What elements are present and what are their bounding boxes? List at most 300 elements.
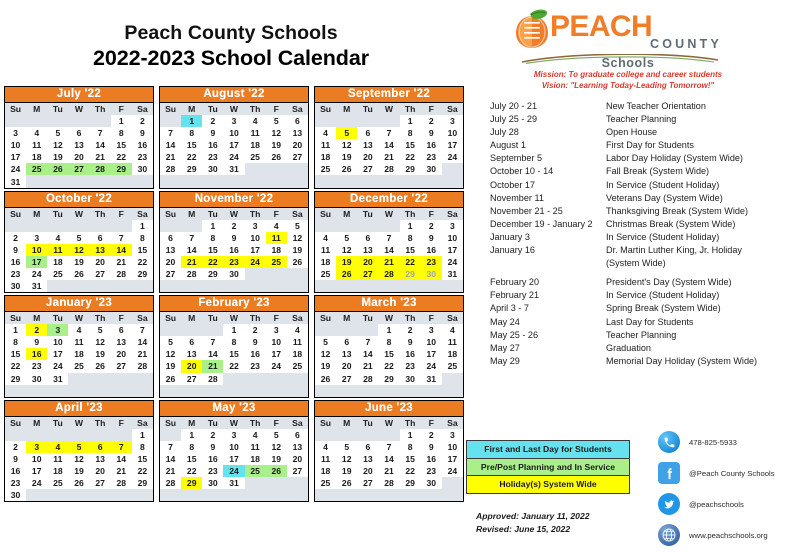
- day-cell[interactable]: 11: [47, 244, 68, 256]
- day-cell[interactable]: 21: [111, 256, 132, 268]
- day-cell[interactable]: 11: [315, 244, 336, 256]
- day-cell[interactable]: 4: [245, 429, 266, 441]
- facebook-icon[interactable]: [658, 462, 680, 484]
- day-cell[interactable]: 11: [315, 139, 336, 151]
- day-cell[interactable]: 8: [202, 232, 223, 244]
- day-cell[interactable]: 21: [160, 151, 181, 163]
- day-cell[interactable]: 23: [26, 360, 47, 372]
- day-cell[interactable]: 25: [47, 268, 68, 280]
- day-cell[interactable]: 26: [287, 256, 308, 268]
- day-cell[interactable]: 6: [336, 336, 357, 348]
- day-cell[interactable]: 29: [400, 268, 421, 280]
- day-cell[interactable]: 1: [400, 220, 421, 232]
- day-cell[interactable]: 10: [245, 232, 266, 244]
- day-cell[interactable]: 1: [223, 324, 244, 336]
- day-cell[interactable]: 28: [160, 163, 181, 175]
- day-cell[interactable]: 29: [181, 477, 202, 489]
- day-cell[interactable]: 26: [266, 465, 287, 477]
- day-cell[interactable]: 1: [111, 115, 132, 127]
- day-cell[interactable]: 7: [357, 336, 378, 348]
- day-cell[interactable]: 1: [181, 115, 202, 127]
- day-cell[interactable]: 28: [378, 163, 399, 175]
- day-cell[interactable]: 18: [287, 348, 308, 360]
- day-cell[interactable]: 17: [245, 244, 266, 256]
- day-cell[interactable]: 8: [132, 232, 153, 244]
- day-cell[interactable]: 7: [90, 127, 111, 139]
- day-cell[interactable]: 27: [111, 360, 132, 372]
- day-cell[interactable]: 18: [47, 256, 68, 268]
- day-cell[interactable]: 4: [315, 441, 336, 453]
- day-cell[interactable]: 17: [266, 348, 287, 360]
- day-cell[interactable]: 8: [400, 127, 421, 139]
- day-cell[interactable]: 1: [378, 324, 399, 336]
- day-cell[interactable]: 19: [266, 139, 287, 151]
- day-cell[interactable]: 30: [421, 477, 442, 489]
- day-cell[interactable]: 24: [47, 360, 68, 372]
- day-cell[interactable]: 22: [181, 465, 202, 477]
- day-cell[interactable]: 18: [315, 256, 336, 268]
- day-cell[interactable]: 12: [90, 336, 111, 348]
- day-cell[interactable]: 15: [132, 453, 153, 465]
- day-cell[interactable]: 13: [357, 244, 378, 256]
- day-cell[interactable]: 15: [223, 348, 244, 360]
- day-cell[interactable]: 1: [400, 429, 421, 441]
- day-cell[interactable]: 14: [202, 348, 223, 360]
- day-cell[interactable]: 28: [111, 477, 132, 489]
- day-cell[interactable]: 29: [132, 268, 153, 280]
- day-cell[interactable]: 30: [132, 163, 153, 175]
- day-cell[interactable]: 31: [223, 163, 244, 175]
- day-cell[interactable]: 11: [315, 453, 336, 465]
- day-cell[interactable]: 15: [202, 244, 223, 256]
- day-cell[interactable]: 3: [223, 429, 244, 441]
- day-cell[interactable]: 4: [68, 324, 89, 336]
- day-cell[interactable]: 6: [287, 115, 308, 127]
- day-cell[interactable]: 1: [132, 429, 153, 441]
- day-cell[interactable]: 27: [357, 268, 378, 280]
- day-cell[interactable]: 25: [266, 256, 287, 268]
- day-cell[interactable]: 27: [287, 465, 308, 477]
- day-cell[interactable]: 16: [421, 453, 442, 465]
- day-cell[interactable]: 27: [160, 268, 181, 280]
- day-cell[interactable]: 27: [357, 477, 378, 489]
- day-cell[interactable]: 2: [202, 429, 223, 441]
- day-cell[interactable]: 16: [202, 139, 223, 151]
- day-cell[interactable]: 21: [160, 465, 181, 477]
- day-cell[interactable]: 21: [357, 360, 378, 372]
- day-cell[interactable]: 24: [223, 465, 244, 477]
- day-cell[interactable]: 17: [223, 139, 244, 151]
- day-cell[interactable]: 17: [421, 348, 442, 360]
- day-cell[interactable]: 24: [421, 360, 442, 372]
- day-cell[interactable]: 21: [378, 465, 399, 477]
- day-cell[interactable]: 23: [5, 268, 26, 280]
- day-cell[interactable]: 26: [266, 151, 287, 163]
- day-cell[interactable]: 14: [111, 244, 132, 256]
- day-cell[interactable]: 26: [47, 163, 68, 175]
- day-cell[interactable]: 17: [26, 465, 47, 477]
- day-cell[interactable]: 18: [68, 348, 89, 360]
- day-cell[interactable]: 9: [132, 127, 153, 139]
- day-cell[interactable]: 25: [47, 477, 68, 489]
- day-cell[interactable]: 25: [68, 360, 89, 372]
- day-cell[interactable]: 20: [90, 256, 111, 268]
- day-cell[interactable]: 5: [68, 441, 89, 453]
- day-cell[interactable]: 24: [26, 477, 47, 489]
- day-cell[interactable]: 10: [266, 336, 287, 348]
- day-cell[interactable]: 25: [315, 268, 336, 280]
- globe-icon[interactable]: [658, 524, 680, 546]
- day-cell[interactable]: 20: [336, 360, 357, 372]
- day-cell[interactable]: 29: [400, 477, 421, 489]
- day-cell[interactable]: 5: [336, 232, 357, 244]
- day-cell[interactable]: 16: [400, 348, 421, 360]
- day-cell[interactable]: 6: [111, 324, 132, 336]
- day-cell[interactable]: 1: [181, 429, 202, 441]
- day-cell[interactable]: 22: [132, 256, 153, 268]
- day-cell[interactable]: 3: [442, 115, 463, 127]
- day-cell[interactable]: 20: [90, 465, 111, 477]
- day-cell[interactable]: 4: [266, 220, 287, 232]
- day-cell[interactable]: 28: [111, 268, 132, 280]
- day-cell[interactable]: 3: [266, 324, 287, 336]
- day-cell[interactable]: 17: [442, 244, 463, 256]
- day-cell[interactable]: 8: [111, 127, 132, 139]
- day-cell[interactable]: 15: [400, 139, 421, 151]
- day-cell[interactable]: 21: [378, 256, 399, 268]
- day-cell[interactable]: 10: [421, 336, 442, 348]
- day-cell[interactable]: 28: [132, 360, 153, 372]
- day-cell[interactable]: 12: [336, 244, 357, 256]
- day-cell[interactable]: 29: [5, 373, 26, 385]
- day-cell[interactable]: 6: [160, 232, 181, 244]
- day-cell[interactable]: 2: [223, 220, 244, 232]
- day-cell[interactable]: 19: [266, 453, 287, 465]
- day-cell[interactable]: 26: [68, 268, 89, 280]
- day-cell[interactable]: 6: [90, 232, 111, 244]
- day-cell[interactable]: 12: [47, 139, 68, 151]
- day-cell[interactable]: 13: [357, 139, 378, 151]
- day-cell[interactable]: 20: [287, 453, 308, 465]
- day-cell[interactable]: 10: [26, 453, 47, 465]
- day-cell[interactable]: 17: [223, 453, 244, 465]
- twitter-icon[interactable]: [658, 493, 680, 515]
- day-cell[interactable]: 5: [266, 429, 287, 441]
- day-cell[interactable]: 20: [68, 151, 89, 163]
- day-cell[interactable]: 10: [5, 139, 26, 151]
- day-cell[interactable]: 20: [160, 256, 181, 268]
- day-cell[interactable]: 13: [160, 244, 181, 256]
- day-cell[interactable]: 11: [287, 336, 308, 348]
- day-cell[interactable]: 3: [442, 429, 463, 441]
- day-cell[interactable]: 3: [442, 220, 463, 232]
- day-cell[interactable]: 7: [378, 127, 399, 139]
- day-cell[interactable]: 14: [111, 453, 132, 465]
- contact-row[interactable]: [658, 459, 794, 487]
- day-cell[interactable]: 10: [223, 441, 244, 453]
- day-cell[interactable]: 7: [202, 336, 223, 348]
- day-cell[interactable]: 3: [5, 127, 26, 139]
- day-cell[interactable]: 29: [400, 163, 421, 175]
- day-cell[interactable]: 30: [223, 268, 244, 280]
- day-cell[interactable]: 16: [132, 139, 153, 151]
- day-cell[interactable]: 29: [202, 268, 223, 280]
- phone-icon[interactable]: [658, 431, 680, 453]
- day-cell[interactable]: 12: [336, 139, 357, 151]
- day-cell[interactable]: 7: [132, 324, 153, 336]
- day-cell[interactable]: 31: [421, 373, 442, 385]
- day-cell[interactable]: 4: [315, 232, 336, 244]
- day-cell[interactable]: 18: [266, 244, 287, 256]
- day-cell[interactable]: 30: [26, 373, 47, 385]
- day-cell[interactable]: 29: [111, 163, 132, 175]
- day-cell[interactable]: 6: [287, 429, 308, 441]
- day-cell[interactable]: 9: [421, 127, 442, 139]
- day-cell[interactable]: 1: [400, 115, 421, 127]
- day-cell[interactable]: 24: [442, 151, 463, 163]
- day-cell[interactable]: 18: [47, 465, 68, 477]
- day-cell[interactable]: 23: [421, 256, 442, 268]
- day-cell[interactable]: 15: [181, 139, 202, 151]
- day-cell[interactable]: 9: [400, 336, 421, 348]
- day-cell[interactable]: 5: [68, 232, 89, 244]
- day-cell[interactable]: 16: [223, 244, 244, 256]
- day-cell[interactable]: 23: [421, 465, 442, 477]
- day-cell[interactable]: 12: [68, 453, 89, 465]
- day-cell[interactable]: 31: [223, 477, 244, 489]
- day-cell[interactable]: 6: [181, 336, 202, 348]
- day-cell[interactable]: 26: [336, 268, 357, 280]
- day-cell[interactable]: 11: [266, 232, 287, 244]
- day-cell[interactable]: 2: [400, 324, 421, 336]
- day-cell[interactable]: 21: [132, 348, 153, 360]
- day-cell[interactable]: 22: [111, 151, 132, 163]
- day-cell[interactable]: 25: [245, 151, 266, 163]
- day-cell[interactable]: 25: [287, 360, 308, 372]
- day-cell[interactable]: 22: [132, 465, 153, 477]
- day-cell[interactable]: 4: [442, 324, 463, 336]
- day-cell[interactable]: 26: [336, 477, 357, 489]
- day-cell[interactable]: 27: [90, 268, 111, 280]
- day-cell[interactable]: 2: [421, 429, 442, 441]
- day-cell[interactable]: 16: [5, 256, 26, 268]
- contact-row[interactable]: [658, 521, 794, 549]
- day-cell[interactable]: 29: [181, 163, 202, 175]
- day-cell[interactable]: 9: [5, 244, 26, 256]
- day-cell[interactable]: 6: [357, 441, 378, 453]
- day-cell[interactable]: 2: [26, 324, 47, 336]
- day-cell[interactable]: 19: [90, 348, 111, 360]
- day-cell[interactable]: 4: [47, 232, 68, 244]
- day-cell[interactable]: 31: [26, 280, 47, 292]
- day-cell[interactable]: 16: [26, 348, 47, 360]
- day-cell[interactable]: 15: [378, 348, 399, 360]
- day-cell[interactable]: 26: [336, 163, 357, 175]
- day-cell[interactable]: 9: [223, 232, 244, 244]
- day-cell[interactable]: 18: [245, 453, 266, 465]
- day-cell[interactable]: 30: [400, 373, 421, 385]
- day-cell[interactable]: 21: [90, 151, 111, 163]
- day-cell[interactable]: 5: [336, 127, 357, 139]
- day-cell[interactable]: 11: [245, 441, 266, 453]
- day-cell[interactable]: 16: [421, 244, 442, 256]
- day-cell[interactable]: 26: [160, 373, 181, 385]
- day-cell[interactable]: 19: [336, 256, 357, 268]
- day-cell[interactable]: 31: [5, 175, 26, 187]
- day-cell[interactable]: 15: [111, 139, 132, 151]
- day-cell[interactable]: 26: [90, 360, 111, 372]
- day-cell[interactable]: 11: [442, 336, 463, 348]
- day-cell[interactable]: 1: [202, 220, 223, 232]
- day-cell[interactable]: 10: [442, 232, 463, 244]
- day-cell[interactable]: 8: [400, 441, 421, 453]
- day-cell[interactable]: 7: [160, 127, 181, 139]
- day-cell[interactable]: 27: [336, 373, 357, 385]
- day-cell[interactable]: 6: [357, 232, 378, 244]
- day-cell[interactable]: 16: [421, 139, 442, 151]
- day-cell[interactable]: 5: [287, 220, 308, 232]
- day-cell[interactable]: 10: [442, 127, 463, 139]
- day-cell[interactable]: 4: [287, 324, 308, 336]
- day-cell[interactable]: 15: [400, 244, 421, 256]
- day-cell[interactable]: 14: [160, 453, 181, 465]
- day-cell[interactable]: 17: [47, 348, 68, 360]
- day-cell[interactable]: 6: [357, 127, 378, 139]
- day-cell[interactable]: 14: [132, 336, 153, 348]
- day-cell[interactable]: 22: [181, 151, 202, 163]
- day-cell[interactable]: 5: [47, 127, 68, 139]
- day-cell[interactable]: 14: [378, 139, 399, 151]
- day-cell[interactable]: 14: [160, 139, 181, 151]
- day-cell[interactable]: 27: [90, 477, 111, 489]
- day-cell[interactable]: 7: [111, 441, 132, 453]
- day-cell[interactable]: 14: [357, 348, 378, 360]
- day-cell[interactable]: 3: [47, 324, 68, 336]
- day-cell[interactable]: 15: [132, 244, 153, 256]
- day-cell[interactable]: 19: [336, 151, 357, 163]
- day-cell[interactable]: 22: [400, 151, 421, 163]
- day-cell[interactable]: 14: [90, 139, 111, 151]
- day-cell[interactable]: 20: [357, 465, 378, 477]
- day-cell[interactable]: 27: [287, 151, 308, 163]
- day-cell[interactable]: 8: [181, 127, 202, 139]
- day-cell[interactable]: 18: [315, 465, 336, 477]
- day-cell[interactable]: 31: [47, 373, 68, 385]
- day-cell[interactable]: 13: [287, 441, 308, 453]
- day-cell[interactable]: 20: [181, 360, 202, 372]
- day-cell[interactable]: 9: [5, 453, 26, 465]
- day-cell[interactable]: 10: [26, 244, 47, 256]
- day-cell[interactable]: 19: [47, 151, 68, 163]
- day-cell[interactable]: 20: [357, 151, 378, 163]
- day-cell[interactable]: 13: [111, 336, 132, 348]
- day-cell[interactable]: 3: [26, 441, 47, 453]
- day-cell[interactable]: 11: [68, 336, 89, 348]
- day-cell[interactable]: 10: [47, 336, 68, 348]
- day-cell[interactable]: 12: [336, 453, 357, 465]
- day-cell[interactable]: 28: [378, 477, 399, 489]
- day-cell[interactable]: 2: [421, 115, 442, 127]
- day-cell[interactable]: 21: [181, 256, 202, 268]
- day-cell[interactable]: 23: [5, 477, 26, 489]
- contact-row[interactable]: [658, 428, 794, 456]
- day-cell[interactable]: 2: [5, 232, 26, 244]
- day-cell[interactable]: 24: [266, 360, 287, 372]
- day-cell[interactable]: 24: [223, 151, 244, 163]
- day-cell[interactable]: 6: [68, 127, 89, 139]
- day-cell[interactable]: 7: [181, 232, 202, 244]
- day-cell[interactable]: 2: [421, 220, 442, 232]
- day-cell[interactable]: 19: [68, 465, 89, 477]
- day-cell[interactable]: 13: [90, 453, 111, 465]
- day-cell[interactable]: 4: [26, 127, 47, 139]
- day-cell[interactable]: 17: [442, 453, 463, 465]
- day-cell[interactable]: 15: [181, 453, 202, 465]
- day-cell[interactable]: 22: [223, 360, 244, 372]
- day-cell[interactable]: 30: [5, 489, 26, 501]
- day-cell[interactable]: 26: [315, 373, 336, 385]
- day-cell[interactable]: 6: [90, 441, 111, 453]
- day-cell[interactable]: 14: [378, 453, 399, 465]
- day-cell[interactable]: 29: [132, 477, 153, 489]
- day-cell[interactable]: 7: [111, 232, 132, 244]
- day-cell[interactable]: 22: [400, 465, 421, 477]
- day-cell[interactable]: 23: [223, 256, 244, 268]
- day-cell[interactable]: 11: [26, 139, 47, 151]
- day-cell[interactable]: 8: [5, 336, 26, 348]
- day-cell[interactable]: 2: [245, 324, 266, 336]
- day-cell[interactable]: 7: [378, 441, 399, 453]
- day-cell[interactable]: 11: [47, 453, 68, 465]
- day-cell[interactable]: 16: [202, 453, 223, 465]
- day-cell[interactable]: 3: [245, 220, 266, 232]
- day-cell[interactable]: 24: [5, 163, 26, 175]
- day-cell[interactable]: 9: [245, 336, 266, 348]
- day-cell[interactable]: 18: [442, 348, 463, 360]
- day-cell[interactable]: 9: [202, 127, 223, 139]
- day-cell[interactable]: 23: [400, 360, 421, 372]
- day-cell[interactable]: 13: [90, 244, 111, 256]
- day-cell[interactable]: 16: [245, 348, 266, 360]
- day-cell[interactable]: 4: [315, 127, 336, 139]
- day-cell[interactable]: 8: [378, 336, 399, 348]
- day-cell[interactable]: 4: [47, 441, 68, 453]
- day-cell[interactable]: 17: [26, 256, 47, 268]
- day-cell[interactable]: 23: [202, 465, 223, 477]
- day-cell[interactable]: 26: [68, 477, 89, 489]
- day-cell[interactable]: 23: [202, 151, 223, 163]
- day-cell[interactable]: 8: [181, 441, 202, 453]
- day-cell[interactable]: 19: [287, 244, 308, 256]
- day-cell[interactable]: 23: [132, 151, 153, 163]
- day-cell[interactable]: 24: [26, 268, 47, 280]
- day-cell[interactable]: 13: [336, 348, 357, 360]
- day-cell[interactable]: 30: [421, 163, 442, 175]
- day-cell[interactable]: 21: [378, 151, 399, 163]
- day-cell[interactable]: 12: [160, 348, 181, 360]
- day-cell[interactable]: 5: [266, 115, 287, 127]
- day-cell[interactable]: 13: [287, 127, 308, 139]
- day-cell[interactable]: 17: [5, 151, 26, 163]
- day-cell[interactable]: 13: [357, 453, 378, 465]
- day-cell[interactable]: 1: [5, 324, 26, 336]
- day-cell[interactable]: 14: [378, 244, 399, 256]
- day-cell[interactable]: 30: [202, 477, 223, 489]
- day-cell[interactable]: 13: [68, 139, 89, 151]
- day-cell[interactable]: 30: [421, 268, 442, 280]
- day-cell[interactable]: 8: [132, 441, 153, 453]
- day-cell[interactable]: 14: [181, 244, 202, 256]
